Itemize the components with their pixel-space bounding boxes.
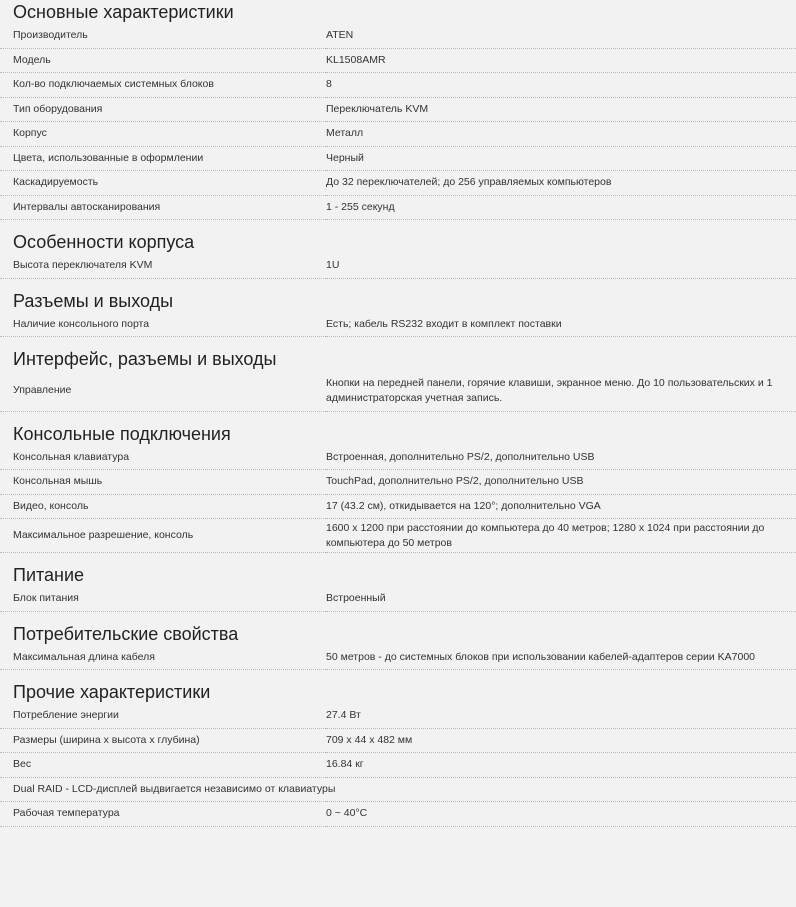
- spec-name: Вес: [13, 758, 32, 771]
- section-title: Разъемы и выходы: [13, 290, 174, 311]
- spec-name: Кол-во подключаемых системных блоков: [13, 78, 214, 91]
- spec-name: Управление: [13, 384, 72, 397]
- section-case: [0, 230, 796, 279]
- section-ports: [0, 289, 796, 338]
- table-row: [0, 195, 796, 220]
- spec-value: Есть; кабель RS232 входит в комплект поставки: [326, 317, 562, 330]
- spec-value: Кнопки на передней панели, горячие клавиши, экранное меню. До 10 пользовательских и 1 администраторская учетная запись.: [326, 376, 773, 404]
- table-row: [0, 519, 796, 553]
- spec-value: TouchPad, дополнительно PS/2, дополнительно USB: [326, 475, 584, 488]
- spec-name: Консольная мышь: [13, 475, 103, 488]
- section-title: Питание: [13, 565, 85, 585]
- table-row: [0, 470, 796, 495]
- spec-table: [0, 254, 796, 279]
- spec-value: Встроенный: [326, 592, 386, 605]
- section-title: Особенности корпуса: [13, 232, 195, 252]
- spec-name: Видео, консоль: [13, 499, 89, 512]
- spec-name: Модель: [13, 53, 51, 66]
- spec-name: Максимальное разрешение, консоль: [13, 529, 194, 541]
- spec-table: [0, 704, 796, 827]
- spec-name: Размеры (ширина x высота x глубина): [13, 733, 200, 746]
- spec-name: Наличие консольного порта: [13, 317, 150, 330]
- spec-name: Корпус: [13, 127, 47, 140]
- section-main: [0, 0, 796, 220]
- spec-value: 8: [326, 78, 332, 91]
- table-row: [0, 753, 796, 778]
- spec-name: Интервалы автосканирования: [13, 200, 161, 213]
- spec-table: [0, 313, 796, 338]
- spec-value: 17 (43.2 см), откидывается на 120°; дополнительно VGA: [326, 499, 601, 512]
- spec-value: 1600 x 1200 при расстоянии до компьютера до 40 метров; 1280 x 1024 при расстоянии до компьютера до 50 метров: [326, 521, 765, 549]
- spec-value: ATEN: [326, 29, 354, 42]
- section-console: [0, 422, 796, 554]
- spec-value: Черный: [326, 151, 364, 164]
- section-title: Консольные подключения: [13, 423, 231, 444]
- spec-value: 1 - 255 секунд: [326, 200, 395, 213]
- spec-name: Тип оборудования: [13, 102, 103, 115]
- spec-value: 0 ~ 40°C: [326, 807, 368, 820]
- spec-value: Переключатель KVM: [326, 102, 429, 115]
- spec-value: 50 метров - до системных блоков при использовании кабелей-адаптеров серии KA7000: [326, 650, 756, 663]
- spec-name: Максимальная длина кабеля: [13, 650, 155, 663]
- spec-name: Консольная клавиатура: [13, 450, 130, 463]
- table-row: [0, 313, 796, 337]
- table-row: [0, 146, 796, 171]
- spec-value: Встроенная, дополнительно PS/2, дополнительно USB: [326, 450, 595, 463]
- table-row: [0, 122, 796, 147]
- table-row: [0, 48, 796, 73]
- table-row: [0, 446, 796, 470]
- spec-name: Высота переключателя KVM: [13, 259, 153, 272]
- spec-table: [0, 587, 796, 612]
- table-row: [0, 73, 796, 98]
- table-row: [0, 802, 796, 827]
- spec-value: 27.4 Вт: [326, 709, 361, 722]
- spec-name: Производитель: [13, 29, 88, 42]
- table-row: [0, 587, 796, 611]
- spec-table: [0, 446, 796, 554]
- table-row: [0, 97, 796, 122]
- spec-value: 709 x 44 x 482 мм: [326, 733, 413, 746]
- spec-name: Dual RAID - LCD-дисплей выдвигается независимо от клавиатуры: [13, 782, 336, 795]
- section-title: Прочие характеристики: [13, 682, 211, 702]
- table-row: [0, 494, 796, 519]
- table-row: [0, 371, 796, 411]
- section-title: Потребительские свойства: [13, 623, 239, 644]
- spec-table: [0, 24, 796, 220]
- spec-table: [0, 371, 796, 412]
- spec-value: До 32 переключателей; до 256 управляемых компьютеров: [326, 176, 612, 189]
- spec-value: Металл: [326, 127, 364, 140]
- table-row: [0, 646, 796, 670]
- spec-name: Рабочая температура: [13, 807, 120, 820]
- table-row: [0, 254, 796, 278]
- spec-value: 16.84 кг: [326, 758, 364, 771]
- spec-name: Цвета, использованные в оформлении: [13, 151, 204, 164]
- section-interface: [0, 347, 796, 412]
- table-row: [0, 777, 796, 802]
- section-other: [0, 680, 796, 827]
- table-row: [0, 728, 796, 753]
- spec-value: 1U: [326, 259, 340, 272]
- table-row: [0, 24, 796, 48]
- spec-table: [0, 646, 796, 671]
- section-power: [0, 563, 796, 612]
- table-row: [0, 171, 796, 196]
- section-consumer: [0, 622, 796, 671]
- spec-name: Блок питания: [13, 592, 79, 605]
- section-title: Интерфейс, разъемы и выходы: [13, 349, 277, 369]
- spec-name: Каскадируемость: [13, 176, 99, 189]
- table-row: [0, 704, 796, 728]
- spec-value: KL1508AMR: [326, 53, 386, 66]
- spec-name: Потребление энергии: [13, 709, 119, 722]
- section-title: Основные характеристики: [13, 2, 234, 22]
